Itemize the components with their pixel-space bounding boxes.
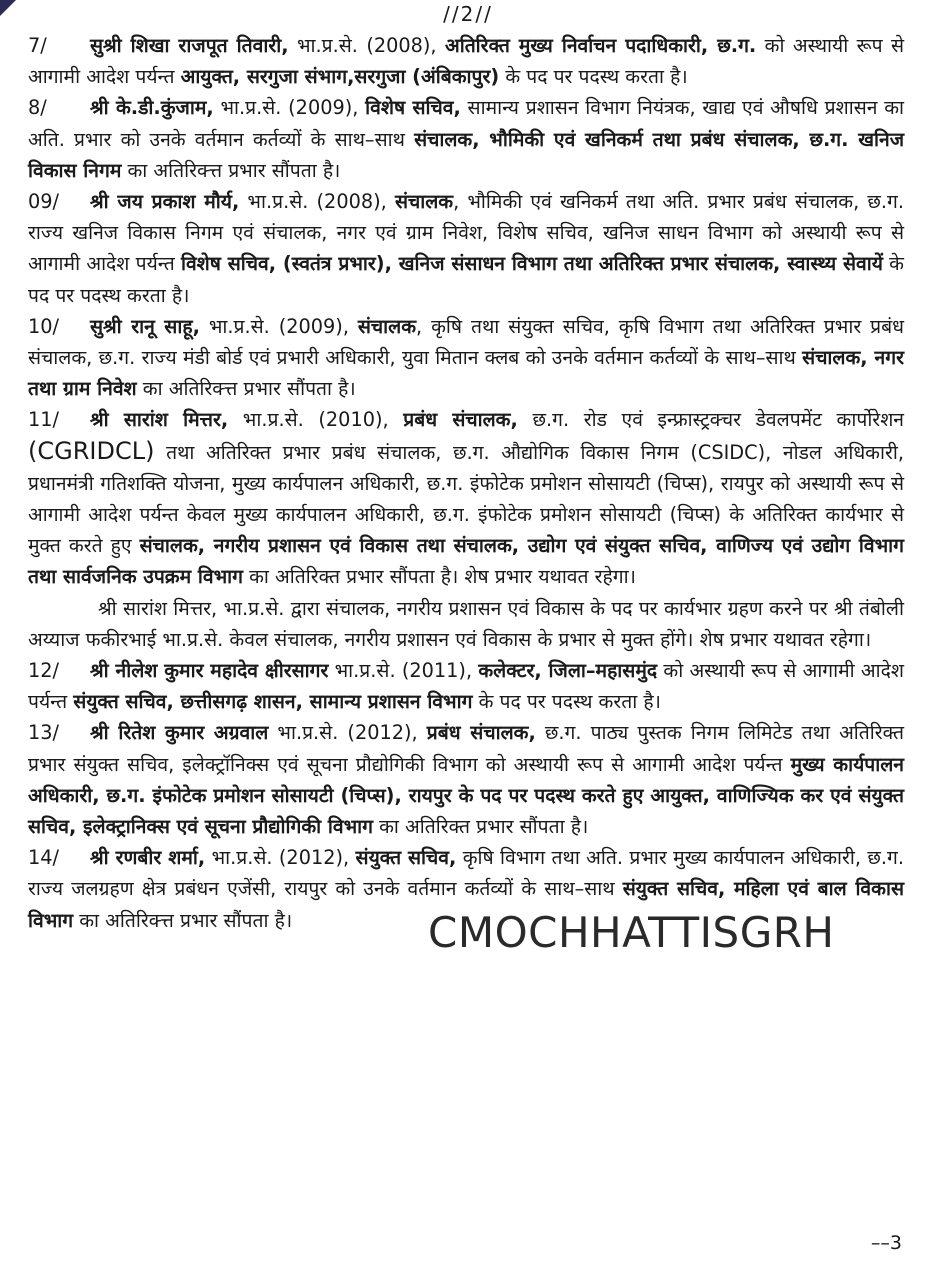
bold-text: सुश्री शिखा राजपूत तिवारी, bbox=[90, 34, 289, 57]
bold-text: संचालक bbox=[394, 190, 454, 214]
body-text: का अतिरिक्त प्रभार सौंपता है। bbox=[373, 815, 589, 839]
bold-text: संचालक bbox=[357, 314, 417, 338]
bold-text: मुख्य कार्यपालन अधिकारी, छ.ग. इंफोटेक प्रमोशन सोसायटी (चिप्स), रायपुर के पद पर पदस्थ करते हुए आयुक्त, वाणिज्यिक कर एवं संयुक्त सचिव, इलेक्ट्रानिक्स एवं सूचना प्रौद्योगिकी विभाग bbox=[28, 752, 904, 839]
bold-text: प्रबंध संचालक, bbox=[403, 408, 518, 432]
bold-text: श्री सारांश मित्तर, bbox=[90, 408, 229, 432]
paragraph-number: 8/ bbox=[28, 96, 47, 120]
paragraph-number: 10/ bbox=[28, 314, 60, 338]
bold-text: सुश्री रानू साहू, bbox=[90, 314, 200, 338]
bold-text: संयुक्त सचिव, छत्तीसगढ़ शासन, सामान्य प्रशासन विभाग bbox=[73, 690, 473, 714]
order-body bbox=[28, 30, 904, 936]
body-text: कृषि विभाग तथा अति. प्रभार मुख्य कार्यपालन अधिकारी, छ.ग. राज्य जलग्रहण क्षेत्र प्रबंधन एजेंसी, रायपुर को उनके वर्तमान कर्तव्यों के साथ–साथ bbox=[28, 846, 904, 901]
page-number-header: //2// bbox=[443, 2, 493, 26]
bold-text: संचालक, नगर तथा ग्राम निवेश bbox=[28, 346, 904, 401]
next-page-marker: ––3 bbox=[870, 1232, 902, 1254]
bold-text: विशेष सचिव, (स्वतंत्र प्रभार), खनिज संसाधन विभाग तथा अतिरिक्त प्रभार संचालक, स्वास्थ्य सेवायें bbox=[180, 252, 883, 276]
body-text: भा.प्र.से. (2012), bbox=[268, 721, 427, 745]
body-text: भा.प्र.से. (2008), bbox=[288, 34, 445, 57]
body-text: भा.प्र.से. (2012), bbox=[205, 846, 356, 870]
bold-text: विशेष सचिव, bbox=[365, 96, 461, 120]
bold-text: संयुक्त सचिव, महिला एवं बाल विकास विभाग bbox=[28, 877, 904, 932]
bold-text: श्री जय प्रकाश मौर्य, bbox=[90, 190, 240, 214]
body-text: का अतिरिक्त्त प्रभार सौंपता है। bbox=[136, 377, 356, 401]
body-text: भा.प्र.से. (2009), bbox=[213, 96, 366, 120]
bold-text: संचालक, भौमिकी एवं खनिकर्म तथा प्रबंध संचालक, छ.ग. खनिज विकास निगम bbox=[28, 127, 904, 182]
paragraph-number: 09/ bbox=[28, 190, 60, 214]
paragraph-number: 7/ bbox=[28, 34, 47, 57]
order-paragraph bbox=[28, 30, 904, 92]
bold-text: श्री के.डी.कुंजाम, bbox=[90, 96, 214, 120]
bold-text: कलेक्टर, जिला–महासमुंद bbox=[478, 659, 658, 683]
bold-text: श्री रणबीर शर्मा, bbox=[90, 846, 206, 870]
bold-text: श्री रितेश कुमार अग्रवाल bbox=[90, 721, 269, 745]
body-text: भा.प्र.से. (2009), bbox=[199, 314, 358, 338]
body-text: के पद पर पदस्थ करता है। bbox=[28, 252, 904, 307]
body-text: श्री सारांश मित्तर, भा.प्र.से. द्वारा संचालक, नगरीय प्रशासन एवं विकास के पद पर कार्यभार ग्रहण करने पर श्री तंबोली अय्याज फकीरभाई भा.प्र.से. केवल संचालक, नगरीय प्रशासन एवं विकास के प्रभार से मुक्त होंगे। शेष प्रभार यथावत रहेगा। bbox=[28, 596, 904, 651]
body-text: का अतिरिक्त्त प्रभार सौंपता है। bbox=[121, 158, 341, 182]
bold-text: संचालक, नगरीय प्रशासन एवं विकास तथा संचालक, उद्योग एवं संयुक्त सचिव, वाणिज्य एवं उद्योग विभाग तथा सार्वजनिक उपक्रम विभाग bbox=[28, 534, 904, 589]
bold-text: श्री नीलेश कुमार महादेव क्षीरसागर bbox=[90, 659, 329, 683]
body-text: (CGRIDCL) bbox=[28, 436, 155, 465]
body-text: भा.प्र.से. (2008), bbox=[239, 190, 395, 214]
body-text: , कृषि तथा संयुक्त सचिव, कृषि विभाग तथा अतिरिक्त प्रभार प्रबंध संचालक, छ.ग. राज्य मंडी बोर्ड एवं प्रभारी अधिकारी, युवा मितान क्लब को उनके वर्तमान कर्तव्यों के साथ–साथ bbox=[28, 314, 904, 370]
order-paragraph bbox=[28, 593, 904, 655]
body-text: भा.प्र.से. (2011), bbox=[328, 659, 479, 683]
order-paragraph bbox=[28, 311, 904, 405]
body-text: के पद पर पदस्थ करता है। bbox=[499, 65, 688, 89]
order-paragraph bbox=[28, 655, 904, 717]
body-text: के पद पर पदस्थ करता है। bbox=[472, 690, 661, 714]
order-paragraph bbox=[28, 186, 904, 311]
body-text: छ.ग. रोड एवं इन्फ्रास्ट्रक्चर डेवलपमेंट कार्पोरेशन bbox=[517, 408, 905, 432]
body-text: का अतिरिक्त प्रभार सौंपता है। शेष प्रभार यथावत रहेगा। bbox=[242, 565, 636, 589]
bold-text: अतिरिक्त मुख्य निर्वाचन पदाधिकारी, छ.ग. bbox=[444, 34, 757, 57]
paragraph-number: 12/ bbox=[28, 659, 60, 683]
paragraph-number: 11/ bbox=[28, 408, 60, 432]
watermark-text: CMOCHHATTISGRH bbox=[428, 908, 835, 957]
body-text: को अस्थायी रूप से आगामी आदेश पर्यन्त bbox=[28, 659, 904, 714]
bold-text: संयुक्त सचिव, bbox=[355, 846, 457, 870]
order-paragraph bbox=[28, 92, 904, 186]
order-paragraph bbox=[28, 404, 904, 592]
paragraph-number: 14/ bbox=[28, 846, 60, 870]
order-paragraph bbox=[28, 717, 904, 842]
bold-text: आयुक्त, सरगुजा संभाग,सरगुजा (अंबिकापुर) bbox=[180, 65, 500, 89]
body-text: भा.प्र.से. (2010), bbox=[228, 408, 404, 432]
body-text: का अतिरिक्त्त प्रभार सौंपता है। bbox=[73, 908, 293, 932]
body-text: , भौमिकी एवं खनिकर्म तथा अति. प्रभार प्रबंध संचालक, छ.ग. राज्य खनिज विकास निगम एवं संचालक, नगर एवं ग्राम निवेश, विशेष सचिव, खनिज साधन विभाग को अस्थायी रूप से आगामी आदेश पर्यन्त bbox=[28, 190, 904, 276]
bold-text: प्रबंध संचालक, bbox=[426, 721, 536, 745]
body-text: को अस्थायी रूप से आगामी आदेश पर्यन्त bbox=[28, 34, 904, 89]
body-text: सामान्य प्रशासन विभाग नियंत्रक, खाद्य एवं औषधि प्रशासन का अति. प्रभार को उनके वर्तमान कर्तव्यों के साथ–साथ bbox=[28, 96, 905, 151]
paragraph-number: 13/ bbox=[28, 721, 60, 745]
body-text: छ.ग. पाठ्य पुस्तक निगम लिमिटेड तथा अतिरिक्त प्रभार संयुक्त सचिव, इलेक्ट्रॉनिक्स एवं सूचना प्रौद्योगिकी विभाग को अस्थायी रूप से आगामी आदेश पर्यन्त bbox=[28, 721, 904, 776]
body-text: तथा अतिरिक्त प्रभार प्रबंध संचालक, छ.ग. औद्योगिक विकास निगम (CSIDC), नोडल अधिकारी, प्रधानमंत्री गतिशक्ति योजना, मुख्य कार्यपालन अधिकारी, छ.ग. इंफोटेक प्रमोशन सोसायटी (चिप्स), रायपुर को अस्थायी रूप से आगामी आदेश पर्यन्त केवल मुख्य कार्यपालन अधिकारी, छ.ग. इंफोटेक प्रमोशन सोसायटी (चिप्स) के अतिरिक्त कार्यभार से मुक्त करते हुए bbox=[28, 440, 904, 558]
